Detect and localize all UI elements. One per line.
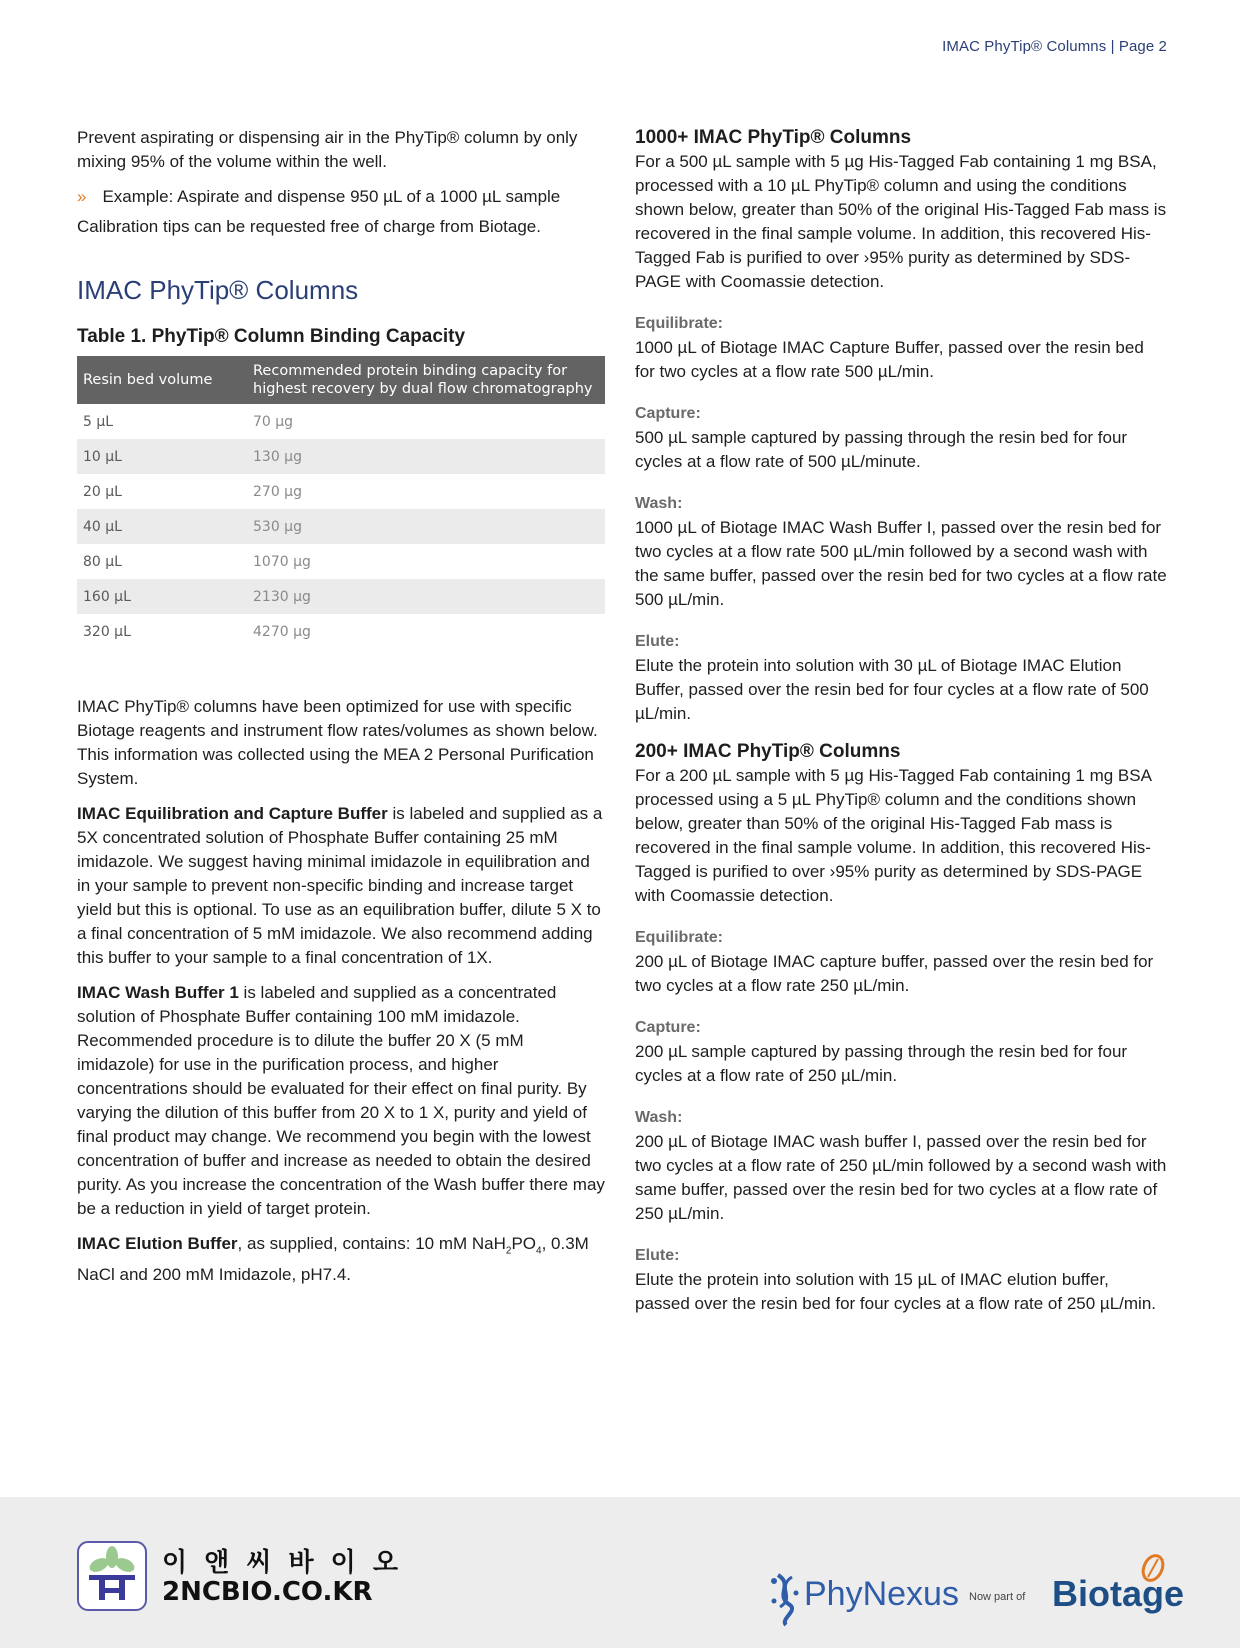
table-header-cell: Resin bed volume bbox=[77, 356, 247, 404]
calibration-note: Calibration tips can be requested free of charge from Biotage. bbox=[77, 217, 541, 236]
table-cell: 1070 µg bbox=[253, 553, 311, 570]
footer bbox=[0, 1497, 1240, 1648]
step-text: Elute the protein into solution with 30 µL of Biotage IMAC Elution Buffer, passed over the resin bed for four cycles at a flow rate of 500 µL/min. bbox=[635, 656, 1149, 723]
example-bullet bbox=[77, 185, 605, 209]
equilibration-buffer-paragraph bbox=[77, 802, 605, 970]
table-cell: 5 µL bbox=[83, 413, 114, 430]
company-url: 2NCBIO.CO.KR bbox=[162, 1577, 373, 1607]
table-cell: 70 µg bbox=[253, 413, 294, 430]
table-row bbox=[77, 474, 605, 509]
left-column bbox=[77, 126, 605, 1287]
paragraph-1000-intro: For a 500 µL sample with 5 µg His-Tagged Fab containing 1 mg BSA, processed with a 10 µL PhyTip® column and using the conditions shown below, greater than 50% of the original His-Tagged Fab mass is recovered in the final sample volume. In addition, this recovered His-Tagged Fab is purified to over ›95% purity as determined by SDS-PAGE with Coomassie detection. bbox=[635, 152, 1167, 291]
heading-1000-columns: 1000+ IMAC PhyTip® Columns bbox=[635, 127, 912, 148]
wash-buffer-term: IMAC Wash Buffer 1 bbox=[77, 983, 239, 1002]
table-cell: 20 µL bbox=[83, 483, 122, 500]
step-label: Equilibrate: bbox=[635, 929, 724, 946]
subscript: 2 bbox=[505, 1245, 512, 1257]
table-row bbox=[77, 614, 605, 649]
step-text: 500 µL sample captured by passing through the resin bed for four cycles at a flow rate of 500 µL/minute. bbox=[635, 428, 1128, 471]
step-text: 1000 µL of Biotage IMAC Capture Buffer, passed over the resin bed for two cycles at a flow rate 500 µL/min. bbox=[635, 338, 1144, 381]
table-cell: 160 µL bbox=[77, 579, 247, 614]
step-label: Equilibrate: bbox=[635, 315, 724, 332]
section-title: IMAC PhyTip® Columns bbox=[77, 275, 359, 305]
table-row bbox=[77, 439, 605, 474]
table-cell: 320 µL bbox=[83, 623, 131, 640]
table-row bbox=[77, 544, 605, 579]
subscript: 4 bbox=[536, 1245, 542, 1257]
intro-paragraph: Prevent aspirating or dispensing air in the PhyTip® column by only mixing 95% of the volume within the well. bbox=[77, 128, 578, 171]
binding-capacity-table bbox=[77, 356, 605, 649]
step-label: Capture: bbox=[635, 405, 701, 422]
elution-text-c: , 0.3M NaCl and 200 mM Imidazole, pH7.4. bbox=[77, 1234, 589, 1285]
equilibration-buffer-term: IMAC Equilibration and Capture Buffer bbox=[77, 804, 388, 823]
step-text: 200 µL sample captured by passing through the resin bed for four cycles at a flow rate of 250 µL/min. bbox=[635, 1042, 1128, 1085]
table-cell: 80 µL bbox=[83, 553, 122, 570]
table-cell: 2130 µg bbox=[247, 579, 605, 614]
table-cell: 270 µg bbox=[253, 483, 302, 500]
step-label: Wash: bbox=[635, 495, 683, 512]
biotage-logo-text: Biotage bbox=[1052, 1573, 1185, 1614]
step-text: 1000 µL of Biotage IMAC Wash Buffer I, passed over the resin bed for two cycles at a flow rate 500 µL/min followed by a second wash with the same buffer, passed over the resin bed for two cycles at a flow rate 500 µL/min. bbox=[635, 518, 1167, 609]
paragraph-200-intro: For a 200 µL sample with 5 µg His-Tagged Fab containing 1 mg BSA processed using a 5 µL PhyTip® column and the conditions shown below, greater than 50% of the original His-Tagged Fab mass is recovered in the final sample volume. In addition, this recovered His-Tagged is purified to over ›95% purity as determined by SDS-PAGE with Coomassie detection. bbox=[635, 766, 1152, 905]
table-cell: 4270 µg bbox=[253, 623, 311, 640]
step-text: Elute the protein into solution with 15 µL of IMAC elution buffer, passed over the resin bed for four cycles at a flow rate of 250 µL/min. bbox=[635, 1270, 1157, 1313]
table-cell: 130 µg bbox=[247, 439, 605, 474]
elution-buffer-paragraph bbox=[77, 1232, 605, 1287]
phynexus-dna-icon bbox=[768, 1571, 802, 1627]
step-text: 200 µL of Biotage IMAC wash buffer I, passed over the resin bed for two cycles at a flow rate of 250 µL/min followed by a second wash with same buffer, passed over the resin bed for two cycles at a flow rate of 250 µL/min. bbox=[635, 1132, 1167, 1223]
table-cell: 40 µL bbox=[77, 509, 247, 544]
table-header-row bbox=[77, 356, 605, 404]
table-cell: 10 µL bbox=[77, 439, 247, 474]
table-row bbox=[77, 509, 605, 544]
table-header-cell: Recommended protein binding capacity for highest recovery by dual flow chromatography bbox=[247, 356, 605, 404]
step-text: 200 µL of Biotage IMAC capture buffer, passed over the resin bed for two cycles at a flow rate 250 µL/min. bbox=[635, 952, 1154, 995]
now-part-of-label: Now part of bbox=[969, 1591, 1026, 1603]
example-text: Example: Aspirate and dispense 950 µL of a 1000 µL sample bbox=[102, 187, 561, 206]
step-label: Elute: bbox=[635, 633, 680, 650]
phynexus-logo-text: PhyNexus bbox=[804, 1575, 959, 1613]
right-column bbox=[635, 126, 1167, 1316]
table-title: Table 1. PhyTip® Column Binding Capacity bbox=[77, 326, 466, 347]
step-label: Capture: bbox=[635, 1019, 701, 1036]
table-cell: 530 µg bbox=[247, 509, 605, 544]
table-row bbox=[77, 404, 605, 439]
company-korean-name: 이 앤 씨 바 이 오 bbox=[162, 1548, 402, 1578]
wash-buffer-text: is labeled and supplied as a concentrated solution of Phosphate Buffer containing 100 mM imidazole. Recommended procedure is to dilute the buffer 20 X (5 mM imidazole) for use in the purification process, and higher concentrations should be evaluated for their effect on final purity. By varying the dilution of this buffer from 20 X to 1 X, purity and yield of final product may change. We recommend you begin with the lowest concentration of buffer and increase as needed to obtain the desired purity. As you increase the concentration of the Wash buffer there may be a reduction in yield of target protein. bbox=[77, 983, 605, 1218]
elution-text-a: , as supplied, contains: 10 mM NaH bbox=[237, 1234, 506, 1253]
wash-buffer-paragraph bbox=[77, 981, 605, 1221]
elution-text-b: PO bbox=[511, 1234, 537, 1253]
page-header: IMAC PhyTip® Columns | Page 2 bbox=[942, 38, 1167, 55]
elution-buffer-term: IMAC Elution Buffer bbox=[77, 1234, 238, 1253]
step-label: Wash: bbox=[635, 1109, 683, 1126]
heading-200-columns: 200+ IMAC PhyTip® Columns bbox=[635, 741, 901, 762]
2ncbio-logo-icon bbox=[77, 1541, 147, 1611]
table-row bbox=[77, 579, 605, 614]
equilibration-buffer-text: is labeled and supplied as a 5X concentrated solution of Phosphate Buffer containing 25 mM imidazole. We suggest having minimal imidazole in equilibration and in your sample to prevent non-specific binding and increase target yield but this is optional. To use as an equilibration buffer, dilute 5 X to a final concentration of 5 mM imidazole. We also recommend adding this buffer to your sample to a final concentration of 1X. bbox=[77, 804, 603, 967]
step-label: Elute: bbox=[635, 1247, 680, 1264]
chevron-bullet-icon: » bbox=[77, 187, 87, 206]
optimized-paragraph: IMAC PhyTip® columns have been optimized for use with specific Biotage reagents and instrument flow rates/volumes as shown below. This information was collected using the MEA 2 Personal Purification System. bbox=[77, 697, 598, 788]
